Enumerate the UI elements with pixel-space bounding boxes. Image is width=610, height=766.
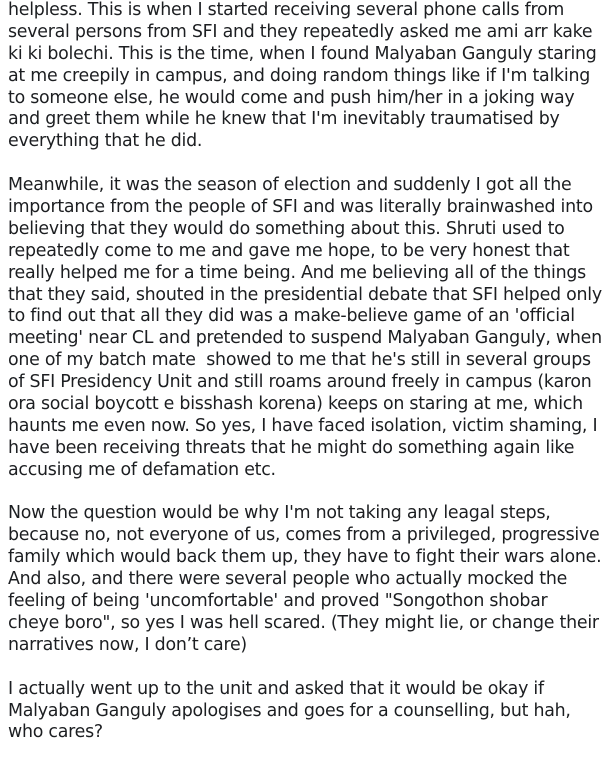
text-line: at me creepily in campus, and doing random things like if I'm talking <box>8 65 591 86</box>
text-line: cheye boro", so yes I was hell scared. (They might lie, or change their <box>8 612 599 633</box>
text-line: feeling of being 'uncomfortable' and proved "Songothon shobar <box>8 591 548 612</box>
text-line: who cares? <box>8 722 103 743</box>
text-line: Malyaban Ganguly apologises and goes for a counselling, but hah, <box>8 700 571 721</box>
text-line: meeting' near CL and pretended to suspend Malyaban Ganguly, when <box>8 328 602 349</box>
text-line: really helped me for a time being. And me believing all of the things <box>8 262 586 283</box>
text-line: accusing me of defamation etc. <box>8 459 276 480</box>
text-line: everything that he did. <box>8 131 203 152</box>
text-line: and greet them while he knew that I'm inevitably traumatised by <box>8 109 560 130</box>
text-line: And also, and there were several people who actually mocked the <box>8 569 568 590</box>
text-line: importance from the people of SFI and was literally brainwashed into <box>8 197 593 218</box>
text-line: one of my batch mate showed to me that he's still in several groups <box>8 350 591 371</box>
text-line: to someone else, he would come and push him/her in a joking way <box>8 87 575 108</box>
post-body <box>8 0 608 766</box>
text-line: Now the question would be why I'm not taking any leagal steps, <box>8 503 551 524</box>
text-line: Meanwhile, it was the season of election and suddenly I got all the <box>8 175 572 196</box>
text-line: I actually went up to the unit and asked that it would be okay if <box>8 678 544 699</box>
paragraph-3 <box>8 503 608 656</box>
text-line: have been receiving threats that he might do something again like <box>8 437 575 458</box>
text-line: believing that they would do something about this. Shruti used to <box>8 218 565 239</box>
text-line: ora social boycott e bisshash korena) keeps on staring at me, which <box>8 394 583 415</box>
text-line: haunts me even now. So yes, I have faced isolation, victim shaming, I <box>8 415 598 436</box>
text-line: several persons from SFI and they repeatedly asked me ami arr kake <box>8 21 593 42</box>
paragraph-1 <box>8 0 608 153</box>
text-line: helpless. This is when I started receiving several phone calls from <box>8 0 565 20</box>
paragraph-2 <box>8 175 608 481</box>
text-line: narratives now, I don’t care) <box>8 634 247 655</box>
paragraph-4 <box>8 679 608 745</box>
text-line: because no, not everyone of us, comes from a privileged, progressive <box>8 525 600 546</box>
text-line: family which would back them up, they have to fight their wars alone. <box>8 547 602 568</box>
text-line: to find out that all they did was a make-believe game of an 'official <box>8 306 575 327</box>
text-line: repeatedly come to me and gave me hope, to be very honest that <box>8 240 570 261</box>
text-line: of SFI Presidency Unit and still roams around freely in campus (karon <box>8 372 592 393</box>
text-line: ki ki bolechi. This is the time, when I found Malyaban Ganguly staring <box>8 43 597 64</box>
text-line: that they said, shouted in the presidential debate that SFI helped only <box>8 284 602 305</box>
